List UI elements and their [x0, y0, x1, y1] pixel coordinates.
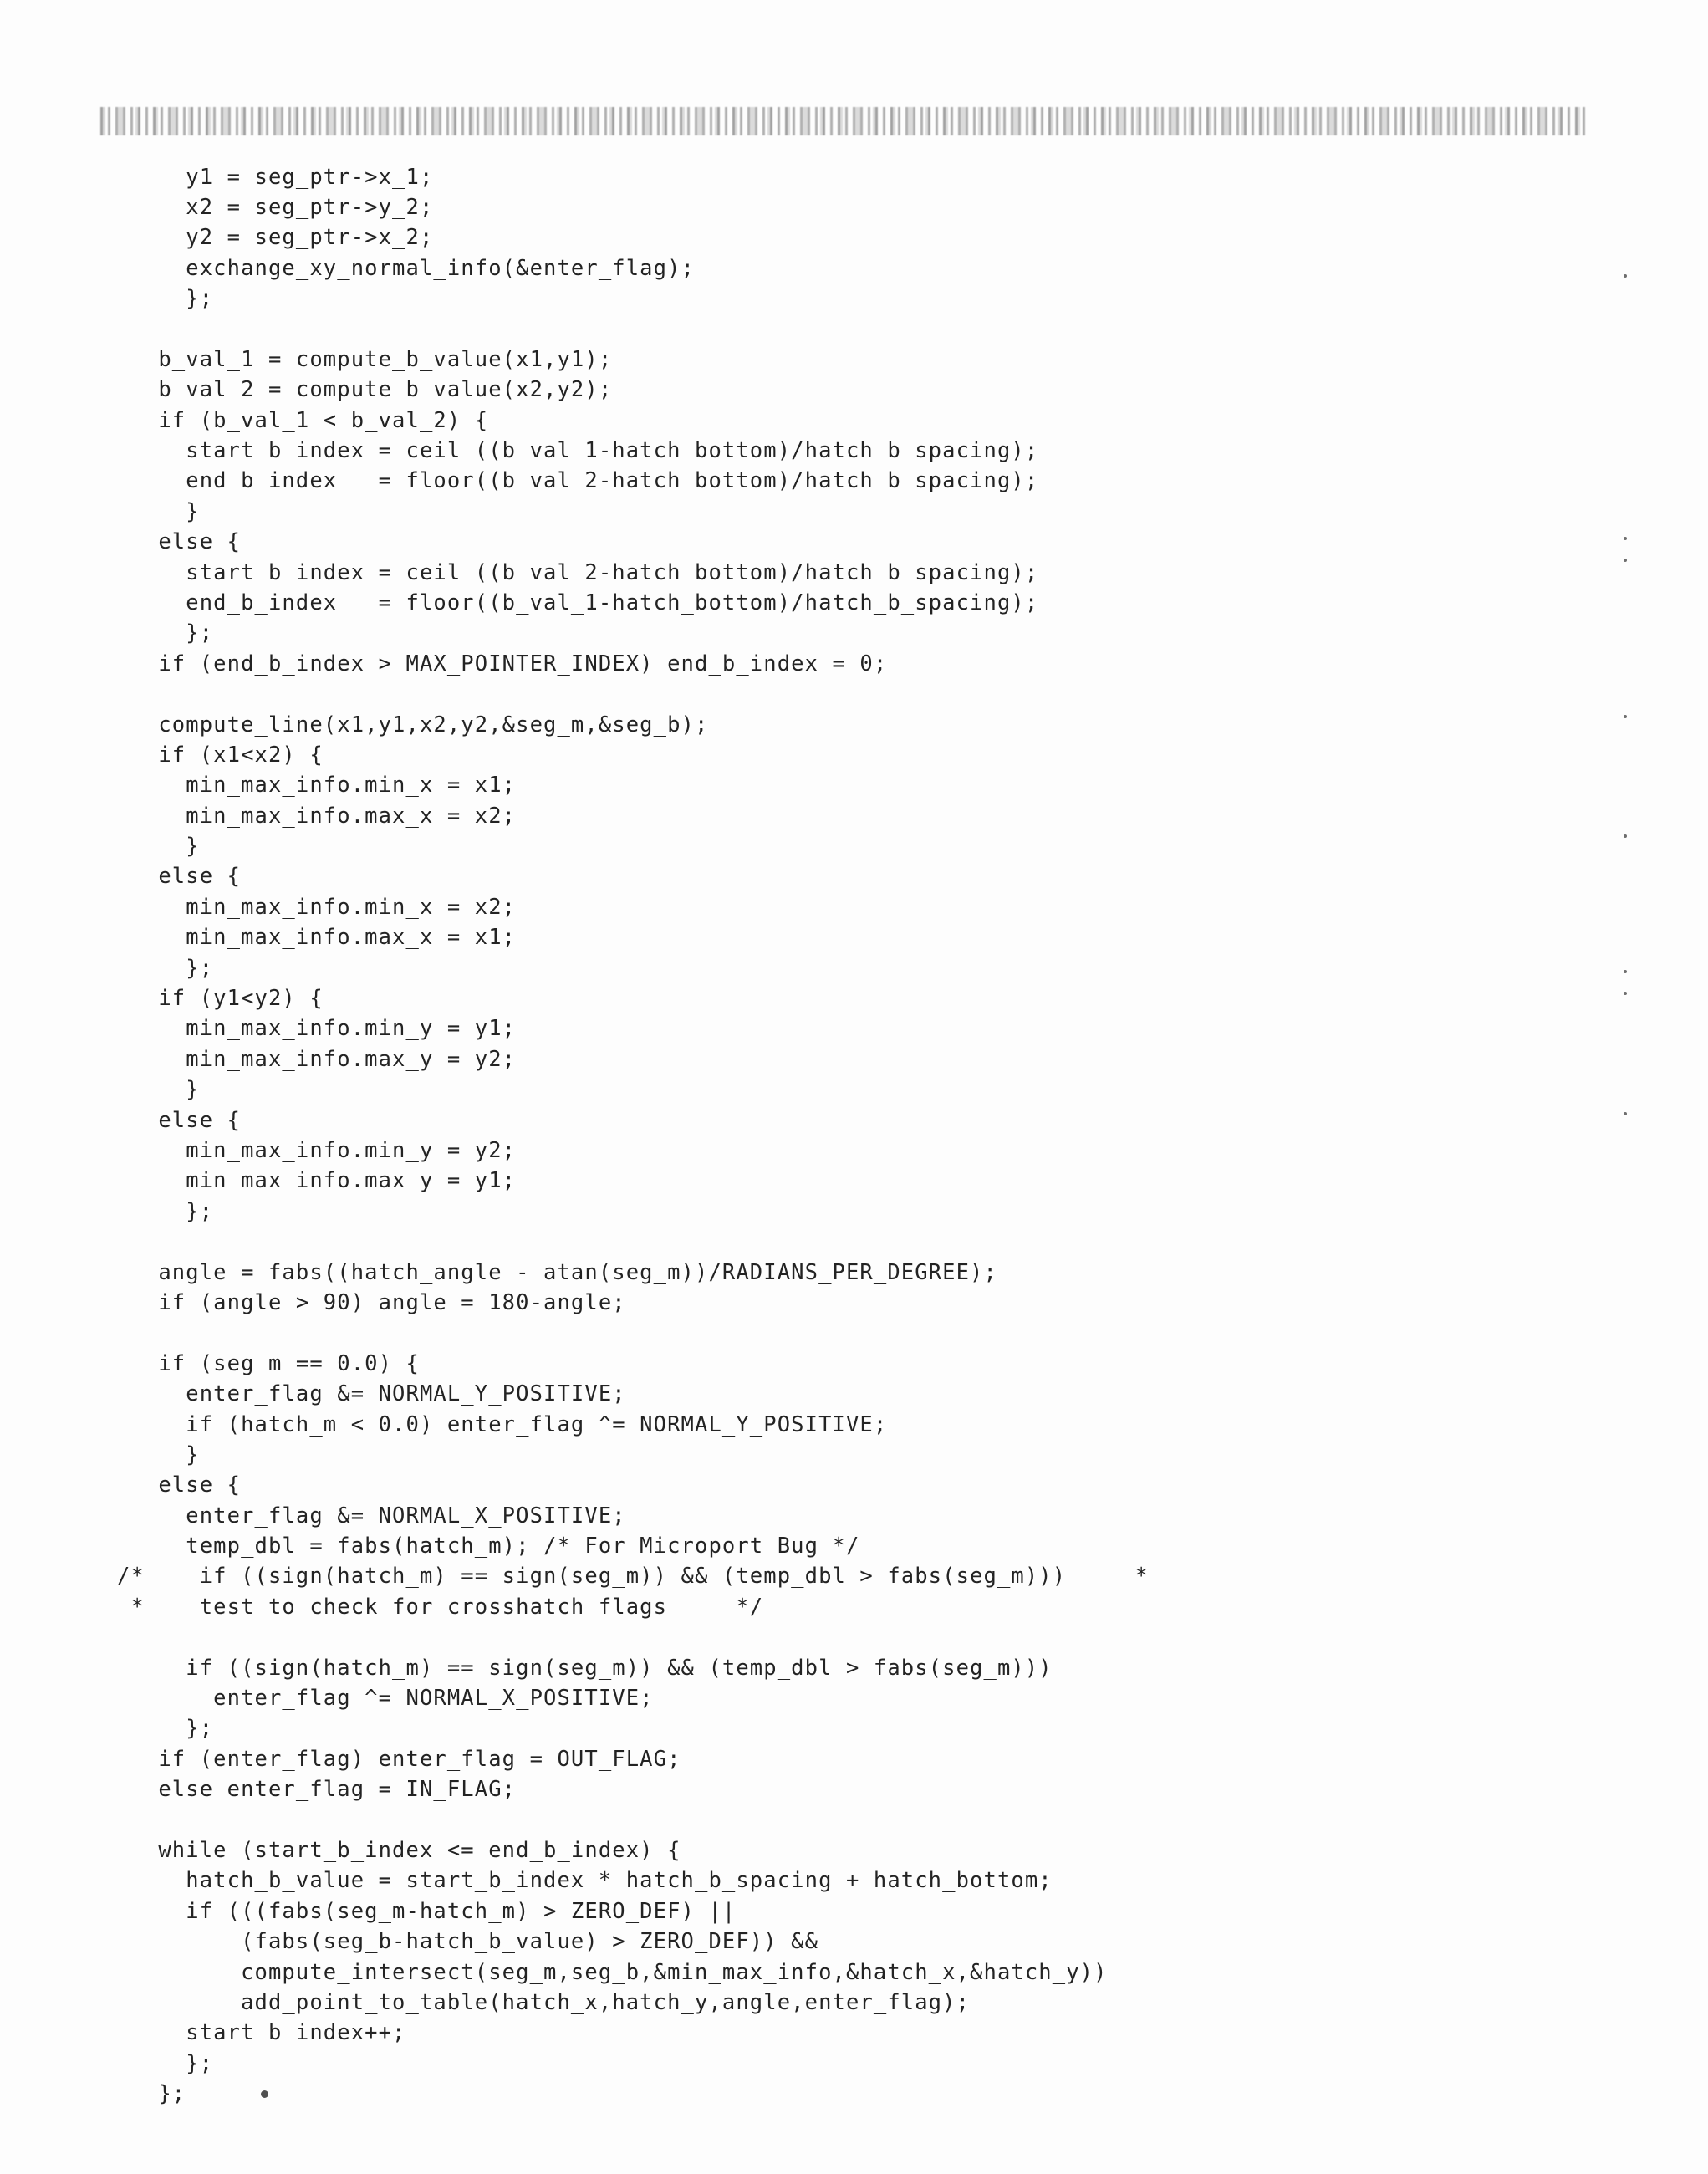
code-line: else {: [117, 1107, 242, 1133]
code-line: enter_flag &= NORMAL_X_POSITIVE;: [117, 1503, 626, 1528]
code-line: min_max_info.max_x = x2;: [117, 803, 517, 829]
code-line: add_point_to_table(hatch_x,hatch_y,angle,enter_flag);: [117, 1989, 971, 2015]
code-line: if (x1<x2) {: [117, 742, 324, 768]
scanner-speckle: [1624, 970, 1627, 973]
code-line: }: [117, 1442, 200, 1467]
code-line: if (end_b_index > MAX_POINTER_INDEX) end_b_index = 0;: [117, 651, 888, 676]
code-line: (fabs(seg_b-hatch_b_value) > ZERO_DEF)) &&: [117, 1929, 819, 1955]
scanner-speckle: [1624, 992, 1627, 995]
code-line: [117, 314, 1572, 344]
code-line: y2 = seg_ptr->x_2;: [117, 225, 434, 251]
code-line: compute_line(x1,y1,x2,y2,&seg_m,&seg_b);: [117, 712, 709, 737]
code-line: min_max_info.min_y = y2;: [117, 1138, 517, 1163]
code-listing: [117, 162, 1572, 2110]
code-line: start_b_index = ceil ((b_val_2-hatch_bottom)/hatch_b_spacing);: [117, 559, 1039, 585]
code-line: b_val_2 = compute_b_value(x2,y2);: [117, 377, 613, 403]
code-line: min_max_info.max_y = y2;: [117, 1046, 517, 1072]
code-line: angle = fabs((hatch_angle - atan(seg_m))/RADIANS_PER_DEGREE);: [117, 1259, 997, 1285]
code-line: if ((sign(hatch_m) == sign(seg_m)) && (temp_dbl > fabs(seg_m))): [117, 1655, 1053, 1681]
code-line: else {: [117, 864, 242, 890]
code-line: /* if ((sign(hatch_m) == sign(seg_m)) && (temp_dbl > fabs(seg_m))) *: [117, 1564, 1149, 1590]
code-line: };: [117, 2081, 186, 2107]
code-line: compute_intersect(seg_m,seg_b,&min_max_info,&hatch_x,&hatch_y)): [117, 1959, 1108, 1985]
code-line: temp_dbl = fabs(hatch_m); /* For Microport Bug */: [117, 1534, 860, 1559]
code-line: };: [117, 955, 214, 981]
scanner-speckle: [1624, 274, 1627, 278]
code-line: };: [117, 1198, 214, 1224]
scanner-speckle: [1624, 715, 1627, 718]
code-line: }: [117, 1077, 200, 1103]
code-line: * test to check for crosshatch flags */: [117, 1594, 764, 1620]
code-line: [117, 679, 1572, 709]
code-line: }: [117, 834, 200, 860]
code-line: min_max_info.min_y = y1;: [117, 1016, 517, 1042]
code-line: }: [117, 498, 200, 524]
code-line: min_max_info.min_x = x1;: [117, 773, 517, 799]
code-line: if (enter_flag) enter_flag = OUT_FLAG;: [117, 1746, 681, 1772]
code-line: if (y1<y2) {: [117, 986, 324, 1012]
code-line: [117, 1227, 1572, 1257]
code-line: };: [117, 286, 214, 312]
code-line: if (angle > 90) angle = 180-angle;: [117, 1289, 626, 1315]
code-line: enter_flag ^= NORMAL_X_POSITIVE;: [117, 1686, 654, 1712]
code-line: end_b_index = floor((b_val_2-hatch_bottom)/hatch_b_spacing);: [117, 468, 1039, 494]
code-line: hatch_b_value = start_b_index * hatch_b_spacing + hatch_bottom;: [117, 1868, 1053, 1894]
code-line: };: [117, 1716, 214, 1742]
code-line: if (seg_m == 0.0) {: [117, 1350, 420, 1376]
scanner-speckle: [1624, 559, 1627, 562]
code-line: if (hatch_m < 0.0) enter_flag ^= NORMAL_Y_POSITIVE;: [117, 1411, 888, 1437]
code-line: while (start_b_index <= end_b_index) {: [117, 1837, 681, 1863]
scanner-speckle: [1624, 1112, 1627, 1115]
code-line: if (b_val_1 < b_val_2) {: [117, 407, 489, 433]
code-line: min_max_info.max_x = x1;: [117, 925, 517, 951]
code-line: min_max_info.min_x = x2;: [117, 894, 517, 920]
code-line: end_b_index = floor((b_val_1-hatch_bottom)/hatch_b_spacing);: [117, 589, 1039, 615]
code-line: else {: [117, 1472, 242, 1498]
code-line: else enter_flag = IN_FLAG;: [117, 1777, 517, 1803]
code-line: if (((fabs(seg_m-hatch_m) > ZERO_DEF) ||: [117, 1898, 737, 1924]
code-line: };: [117, 620, 214, 646]
code-line: min_max_info.max_y = y1;: [117, 1168, 517, 1194]
code-line: [117, 1318, 1572, 1348]
code-line: y1 = seg_ptr->x_1;: [117, 164, 434, 190]
code-line: [117, 1805, 1572, 1835]
code-line: };: [117, 2050, 214, 2076]
scanner-speckle: [1624, 834, 1627, 838]
code-line: enter_flag &= NORMAL_Y_POSITIVE;: [117, 1381, 626, 1407]
code-line: [117, 1622, 1572, 1652]
code-line: start_b_index = ceil ((b_val_1-hatch_bottom)/hatch_b_spacing);: [117, 438, 1039, 464]
code-line: x2 = seg_ptr->y_2;: [117, 194, 434, 220]
code-line: b_val_1 = compute_b_value(x1,y1);: [117, 346, 613, 372]
code-line: start_b_index++;: [117, 2020, 406, 2046]
scanner-speckle-bottom: [261, 2090, 268, 2098]
code-line: else {: [117, 529, 242, 555]
scanner-speckle: [1624, 537, 1627, 540]
scan-noise-band: [100, 107, 1588, 135]
code-line: exchange_xy_normal_info(&enter_flag);: [117, 255, 695, 281]
